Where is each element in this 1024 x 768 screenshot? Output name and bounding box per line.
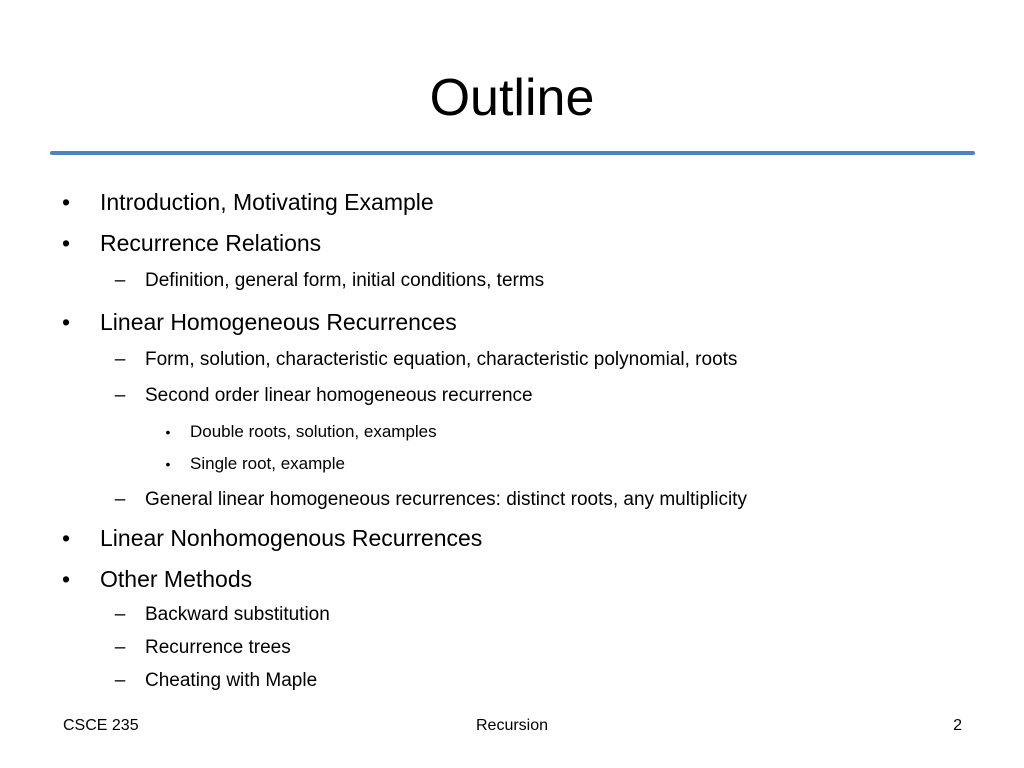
bullet-icon: •: [61, 525, 71, 551]
slide-title: Outline: [429, 69, 595, 127]
list-item-text: General linear homogeneous recurrences: distinct roots, any multiplicity: [145, 489, 747, 510]
dash-icon: –: [114, 385, 126, 406]
footer-topic: Recursion: [475, 717, 549, 734]
bullet-icon: •: [165, 424, 171, 440]
dash-icon: –: [114, 489, 126, 510]
list-item-text: Linear Nonhomogenous Recurrences: [100, 525, 483, 551]
list-item-text: Recurrence Relations: [100, 230, 322, 256]
list-item-text: Linear Homogeneous Recurrences: [100, 309, 457, 335]
bullet-icon: •: [61, 230, 71, 256]
list-item-text: Backward substitution: [145, 604, 330, 625]
list-item-text: Cheating with Maple: [145, 670, 318, 691]
page-number: 2: [953, 717, 962, 734]
list-item-text: Double roots, solution, examples: [190, 422, 437, 441]
dash-icon: –: [114, 604, 126, 625]
dash-icon: –: [114, 270, 126, 291]
list-item-text: Single root, example: [190, 454, 345, 473]
dash-icon: –: [114, 349, 126, 370]
bullet-icon: •: [61, 309, 71, 335]
dash-icon: –: [114, 637, 126, 658]
bullet-icon: •: [61, 189, 71, 215]
list-item-text: Introduction, Motivating Example: [100, 189, 434, 215]
bullet-icon: •: [165, 456, 171, 472]
list-item-text: Other Methods: [100, 566, 253, 592]
list-item-text: Definition, general form, initial conditions, terms: [145, 270, 545, 291]
footer-course: CSCE 235: [63, 717, 139, 734]
list-item-text: Form, solution, characteristic equation, characteristic polynomial, roots: [145, 349, 738, 370]
list-item-text: Recurrence trees: [145, 637, 291, 658]
dash-icon: –: [114, 670, 126, 691]
bullet-icon: •: [61, 566, 71, 592]
list-item-text: Second order linear homogeneous recurrence: [145, 385, 533, 406]
